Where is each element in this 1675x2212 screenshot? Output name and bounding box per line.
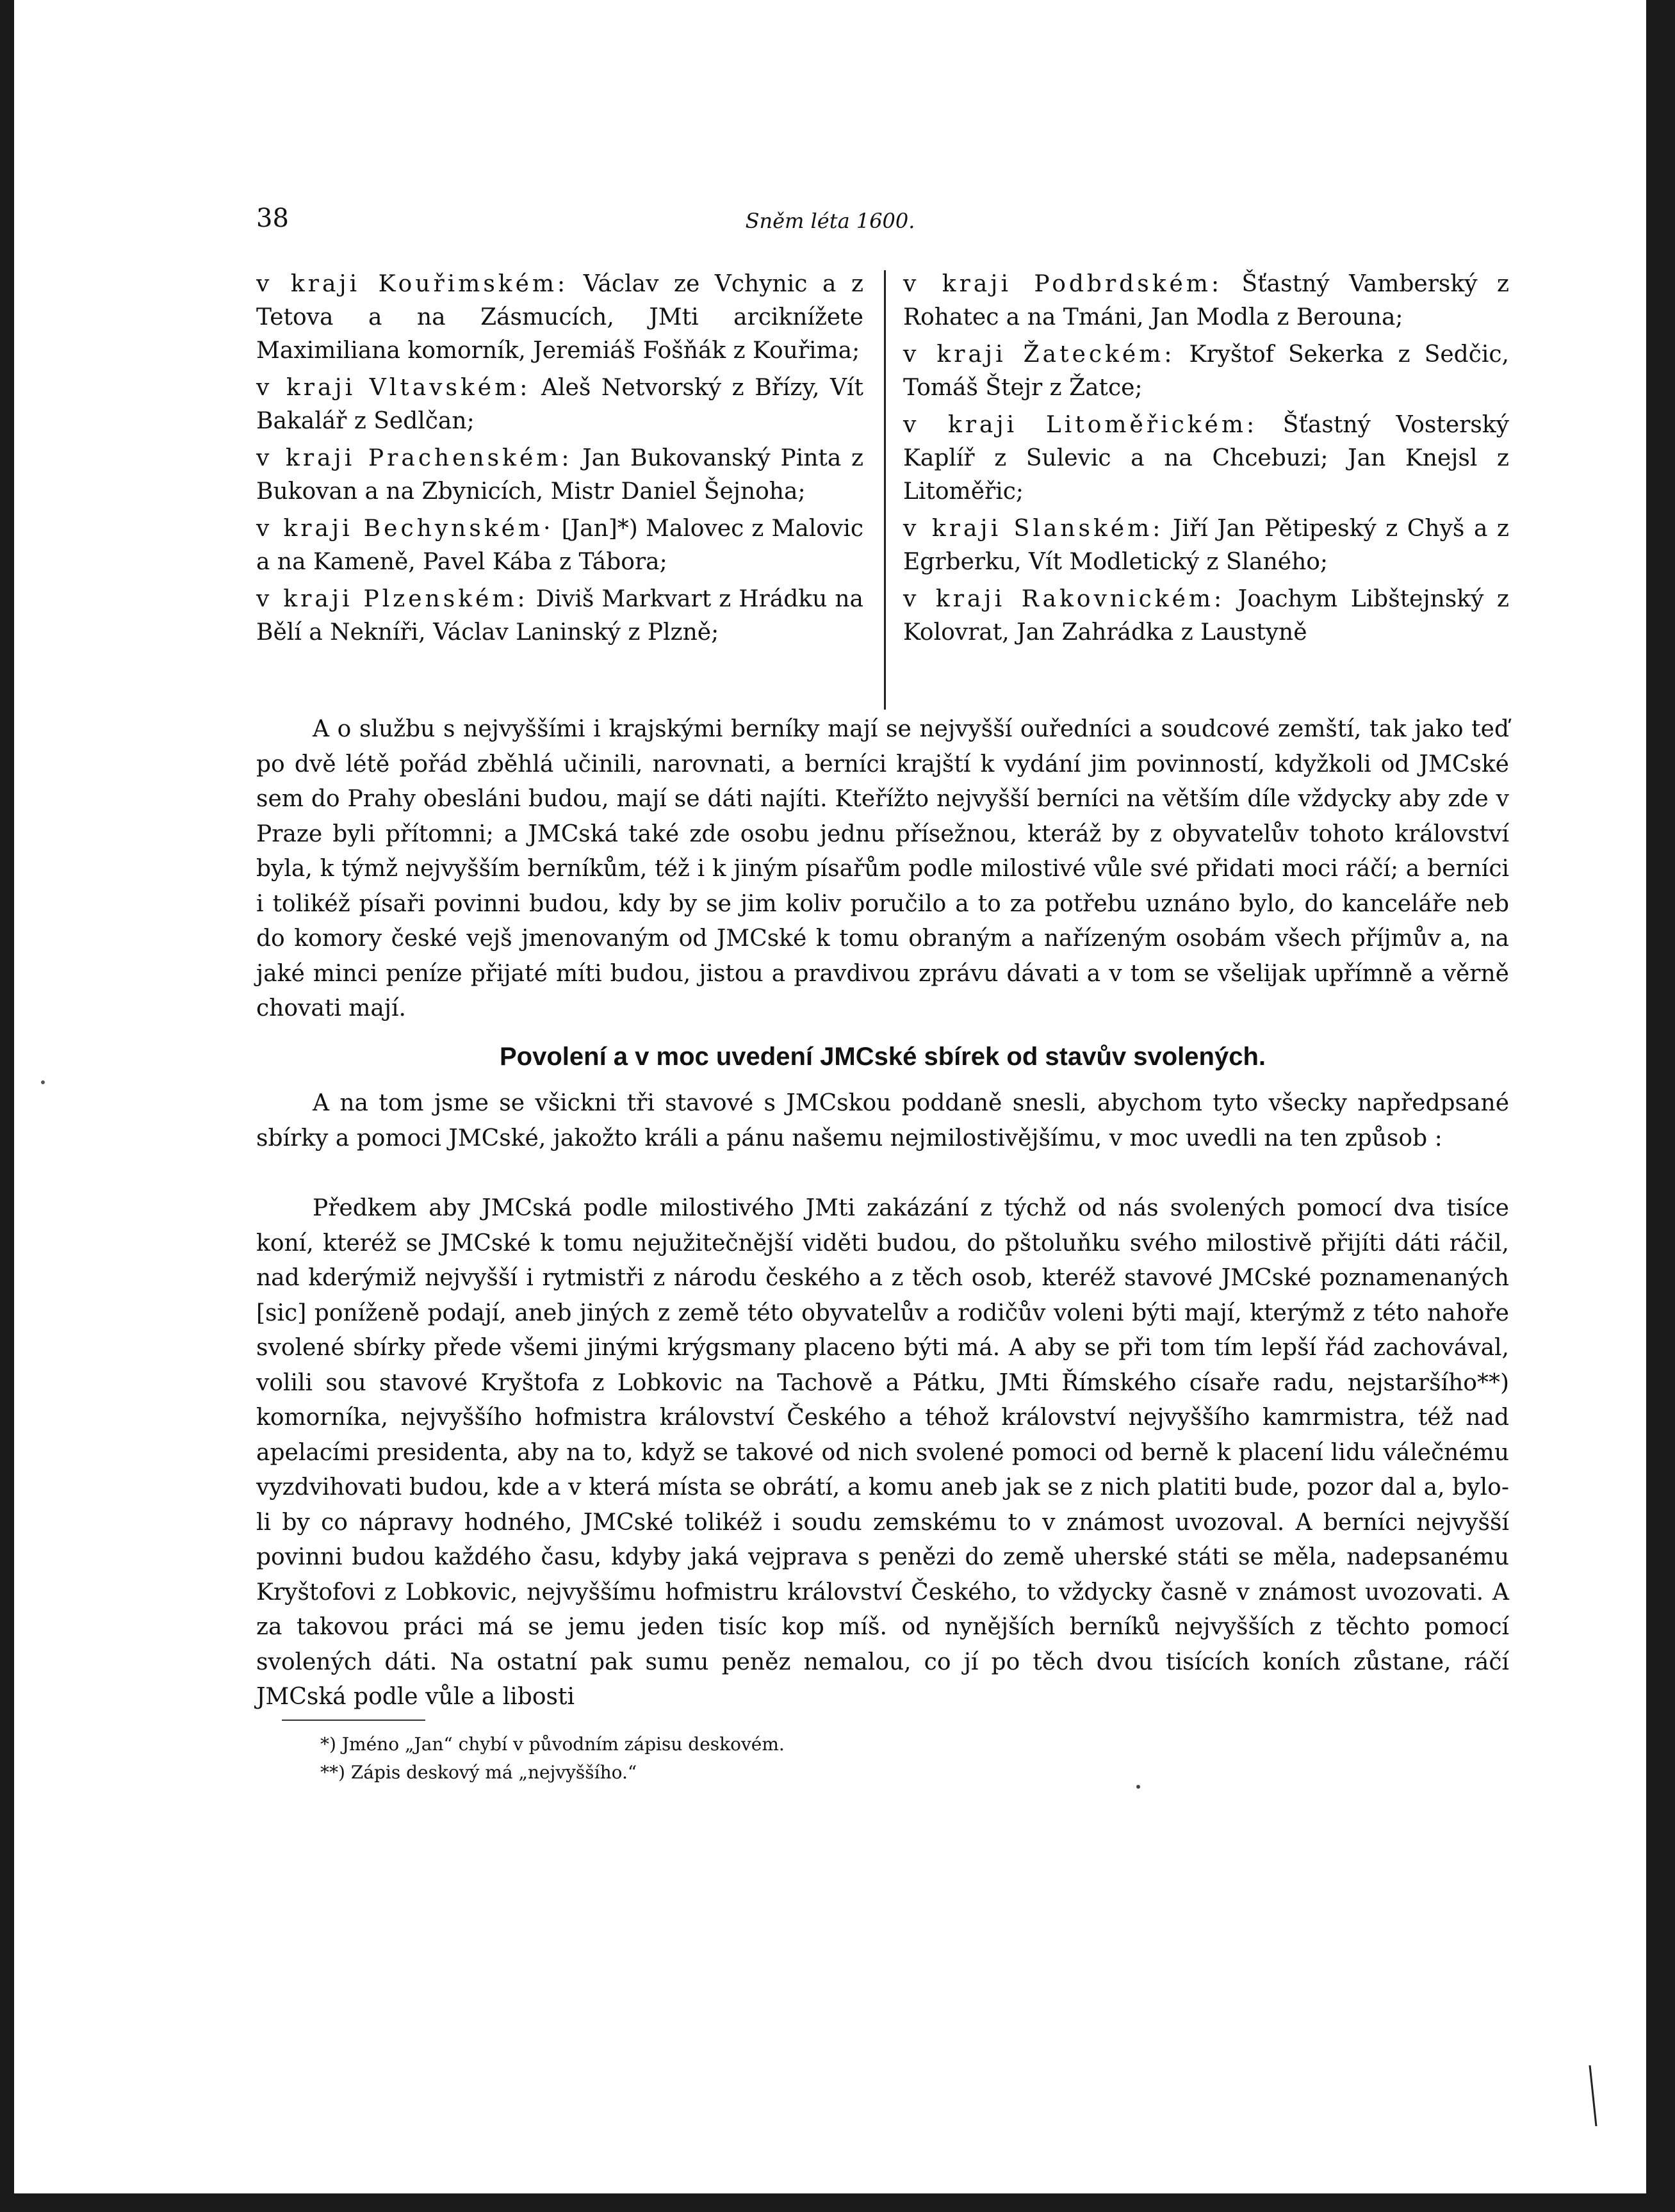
scan-speck xyxy=(1136,1785,1140,1789)
region-lead: v kraji Slanském: xyxy=(903,516,1164,542)
entry-text: [Jan]*) Malovec z Malovic a na Kameně, Pavel Kába z Tábora; xyxy=(256,516,863,575)
scan-artifacts xyxy=(14,0,1646,2193)
region-lead: v kraji Rakovnickém: xyxy=(903,586,1225,612)
scan-mark xyxy=(1590,2065,1596,2126)
entry-text: Aleš Netvorský z Břízy, Vít Bakalář z Sedlčan; xyxy=(256,375,864,434)
paragraph-text: Předkem aby JMCská podle milostivého JMti zakázání z týchž od nás svolených pomocí dva tisíce koní, kteréž se JMCské k tomu nejužitečnější viděti budou, do pštoluňku svého milostivě přijíti dáti ráčil, nad kderýmiž nejvyšší i rytmistři z národu českého a z těch osob, kteréž stavové JMCské poznamenaných [sic] poníženě podají, aneb jiných z země této obyvatelův a rodičův voleni býti mají, kterýmž z této nahoře svolené sbírky přede všemi jinými krýgsmany placeno býti má. A aby se při tom tím lepší řád zachovával, volili sou stavové Kryštofa z Lobkovic na Tachově a Pátku, JMti Římského císaře radu, nejstaršího**) komorníka, nejvyššího hofmistra království Českého a téhož království nejvyššího kamrmistra, též nad apelacími presidenta, aby na to, když se takové od nich svolené pomoci od berně k placení lidu válečnému vyzdvihovati budou, kde a v která místa se obrátí, a komu aneb jak se z nich platiti bude, pozor dal a, bylo-li by co nápravy hodného, JMCské tolikéž i soudu zemskému to v známost uvozoval. A berníci nejvyšší povinni budou každého času, kdyby jaká vejprava s penězi do země uherské státi se měla, nadepsanému Kryštofovi z Lobkovic, nejvyššímu hofmistru království Českého, to vždycky časně v známost uvozovati. A za takovou práci má se jemu jeden tisíc kop míš. od nynějších berníků nejvyšších z těchto pomocí svolených dáti. Na ostatní pak sumu peněz nemalou, co jí po těch dvou tisících koních zůstane, ráčí JMCská podle vůle a libosti xyxy=(256,1195,1509,1710)
entry-text: Joachym Libštejnský z Kolovrat, Jan Zahrádka z Laustyně xyxy=(903,586,1510,646)
section-heading: Povolení a v moc uvedení JMCské sbírek od stavův svolených. xyxy=(499,1043,1266,1071)
region-lead: v kraji Plzenském: xyxy=(256,586,528,612)
document-page xyxy=(14,0,1646,2193)
paragraph-text: A o službu s nejvyššími i krajskými berníky mají se nejvyšší ouředníci a soudcové zemští, tak jako teď po dvě létě pořád zběhlá učinili, narovnati, a berníci krajští k vydání jim povinností, kdyžkoli od JMCské sem do Prahy obesláni budou, mají se dáti najíti. Kteřížto nejvyšší berníci na větším díle vždycky aby zde v Praze byli přítomni; a JMCská také zde osobu jednu přísežnou, kteráž by z obyvatelův tohoto království byla, k týmž nejvyšším berníkům, též i k jiným písařům podle milostivé vůle své přidati moci ráčí; a berníci i tolikéž písaři povinni budou, kdy by se jim koliv poručilo a to za potřebu uznáno bylo, do kanceláře neb do komory české vejš jmenovaným od JMCské k tomu obraným a nařízeným osobám všech příjmův a, na jaké minci peníze přijaté míti budou, jistou a pravdivou zprávu dávati a v tom se všelijak upřímně a věrně chovati mají. xyxy=(256,716,1509,1021)
footnote: *) Jméno „Jan“ chybí v původním zápisu deskovém. xyxy=(320,1734,785,1755)
region-lead: v kraji Podbrdském: xyxy=(903,271,1223,297)
entry-text: Šťastný Vosterský Kaplíř z Sulevic a na Chcebuzi; Jan Knejsl z Litoměřic; xyxy=(903,412,1509,505)
region-lead: v kraji Kouřimském: xyxy=(256,271,569,297)
region-lead: v kraji Žateckém: xyxy=(903,341,1175,368)
region-lead: v kraji Litoměřickém: xyxy=(903,412,1258,438)
page-number: 38 xyxy=(256,204,289,233)
entry-text: Václav ze Vchynic a z Tetova a na Zásmucích, JMti arciknížete Maximiliana komorník, Jeremiáš Fošňák z Kouřima; xyxy=(256,271,863,364)
region-lead: v kraji Prachenském: xyxy=(256,445,573,471)
entry-text: Šťastný Vamberský z Rohatec a na Tmáni, Jan Modla z Berouna; xyxy=(903,271,1509,330)
entry-text: Jiří Jan Pětipeský z Chyš a z Egrberku, Vít Modletický z Slaného; xyxy=(903,516,1509,575)
region-lead: v kraji Bechynském· xyxy=(256,516,554,542)
footnote: **) Zápis deskový má „nejvyššího.“ xyxy=(320,1762,637,1783)
paragraph-text: A na tom jsme se všickni tři stavové s JMCskou poddaně snesli, abychom tyto všecky napředpsané sbírky a pomoci JMCské, jakožto králi a pánu našemu nejmilostivějšímu, v moc uvedli na ten způsob : xyxy=(256,1090,1509,1151)
entry-text: Diviš Markvart z Hrádku na Bělí a Nekníři, Václav Laninský z Plzně; xyxy=(256,586,863,646)
running-title: Sněm léta 1600. xyxy=(745,209,915,233)
entry-text: Jan Bukovanský Pinta z Bukovan a na Zbynicích, Mistr Daniel Šejnoha; xyxy=(256,445,863,505)
scan-speck xyxy=(41,1080,45,1084)
entry-text: Kryštof Sekerka z Sedčic, Tomáš Štejr z Žatce; xyxy=(903,341,1509,401)
region-lead: v kraji Vltavském: xyxy=(256,375,531,401)
